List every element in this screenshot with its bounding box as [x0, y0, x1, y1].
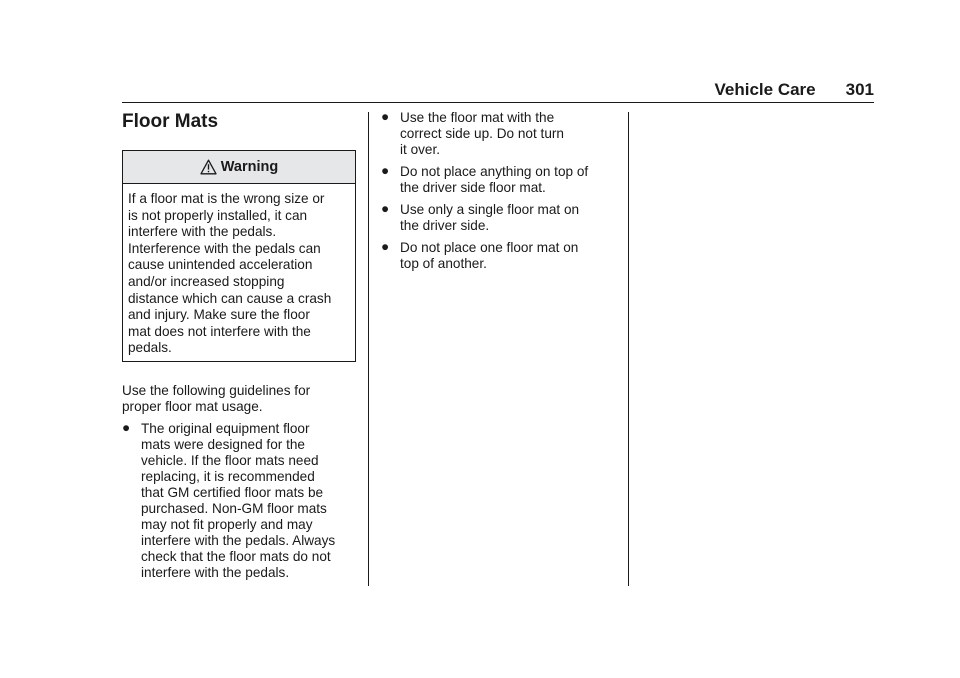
text-line: and/or increased stopping	[128, 273, 285, 289]
warning-text	[123, 184, 355, 361]
header-rule	[122, 102, 874, 103]
page-number: 301	[845, 80, 874, 99]
left-bullet-list	[122, 421, 356, 581]
bullet-item	[381, 202, 617, 234]
text-line: Use only a single floor mat on	[400, 202, 580, 217]
middle-column	[381, 110, 617, 272]
text-line: correct side up. Do not turn	[400, 126, 564, 141]
bullet-marker: ●	[122, 419, 131, 435]
running-header	[715, 80, 875, 100]
text-line: vehicle. If the floor mats need	[141, 452, 319, 468]
text-line: proper floor mat usage.	[122, 398, 263, 414]
left-column	[122, 110, 356, 581]
text-line: interfere with the pedals.	[141, 564, 290, 580]
text-line: the driver side.	[400, 218, 490, 233]
text-line: pedals.	[128, 340, 172, 356]
column-divider-1	[368, 112, 369, 586]
text-line: that GM certified floor mats be	[141, 484, 324, 500]
text-line: interfere with the pedals.	[128, 224, 277, 240]
bullet-marker: ●	[381, 109, 390, 124]
text-line: and injury. Make sure the floor	[128, 307, 310, 323]
text-line: Use the floor mat with the	[400, 110, 555, 125]
text-line: mat does not interfere with the	[128, 323, 311, 339]
bullet-item	[122, 421, 356, 581]
bullet-item	[381, 240, 617, 272]
warning-title: Warning	[220, 159, 279, 175]
bullet-marker: ●	[381, 163, 390, 178]
section-title: Vehicle Care	[714, 80, 816, 99]
text-line: purchased. Non-GM floor mats	[141, 500, 327, 516]
intro-paragraph	[122, 383, 356, 415]
text-line: Do not place anything on top of	[400, 164, 589, 179]
text-line: is not properly installed, it can	[128, 207, 308, 223]
text-line: Interference with the pedals can	[128, 240, 321, 256]
text-line: The original equipment floor	[141, 420, 310, 436]
bullet-item	[381, 164, 617, 196]
text-line: interfere with the pedals. Always	[141, 532, 336, 548]
warning-header	[123, 151, 355, 184]
text-line: distance which can cause a crash	[128, 290, 332, 306]
text-line: top of another.	[400, 256, 487, 271]
text-line: may not fit properly and may	[141, 516, 313, 532]
bullet-marker: ●	[381, 201, 390, 216]
text-line: replacing, it is recommended	[141, 468, 315, 484]
text-line: Do not place one floor mat on	[400, 240, 579, 255]
right-bullet-list	[381, 110, 617, 272]
text-line: Use the following guidelines for	[122, 382, 311, 398]
bullet-item	[381, 110, 617, 158]
bullet-marker: ●	[381, 239, 390, 254]
column-divider-2	[628, 112, 629, 586]
text-line: cause unintended acceleration	[128, 257, 313, 273]
text-line: the driver side floor mat.	[400, 180, 546, 195]
text-line: it over.	[400, 142, 441, 157]
text-line: check that the floor mats do not	[141, 548, 331, 564]
text-line: mats were designed for the	[141, 436, 305, 452]
warning-triangle-icon	[200, 159, 217, 175]
warning-box	[122, 150, 356, 362]
section-heading: Floor Mats	[122, 111, 219, 132]
text-line: If a floor mat is the wrong size or	[128, 191, 325, 206]
